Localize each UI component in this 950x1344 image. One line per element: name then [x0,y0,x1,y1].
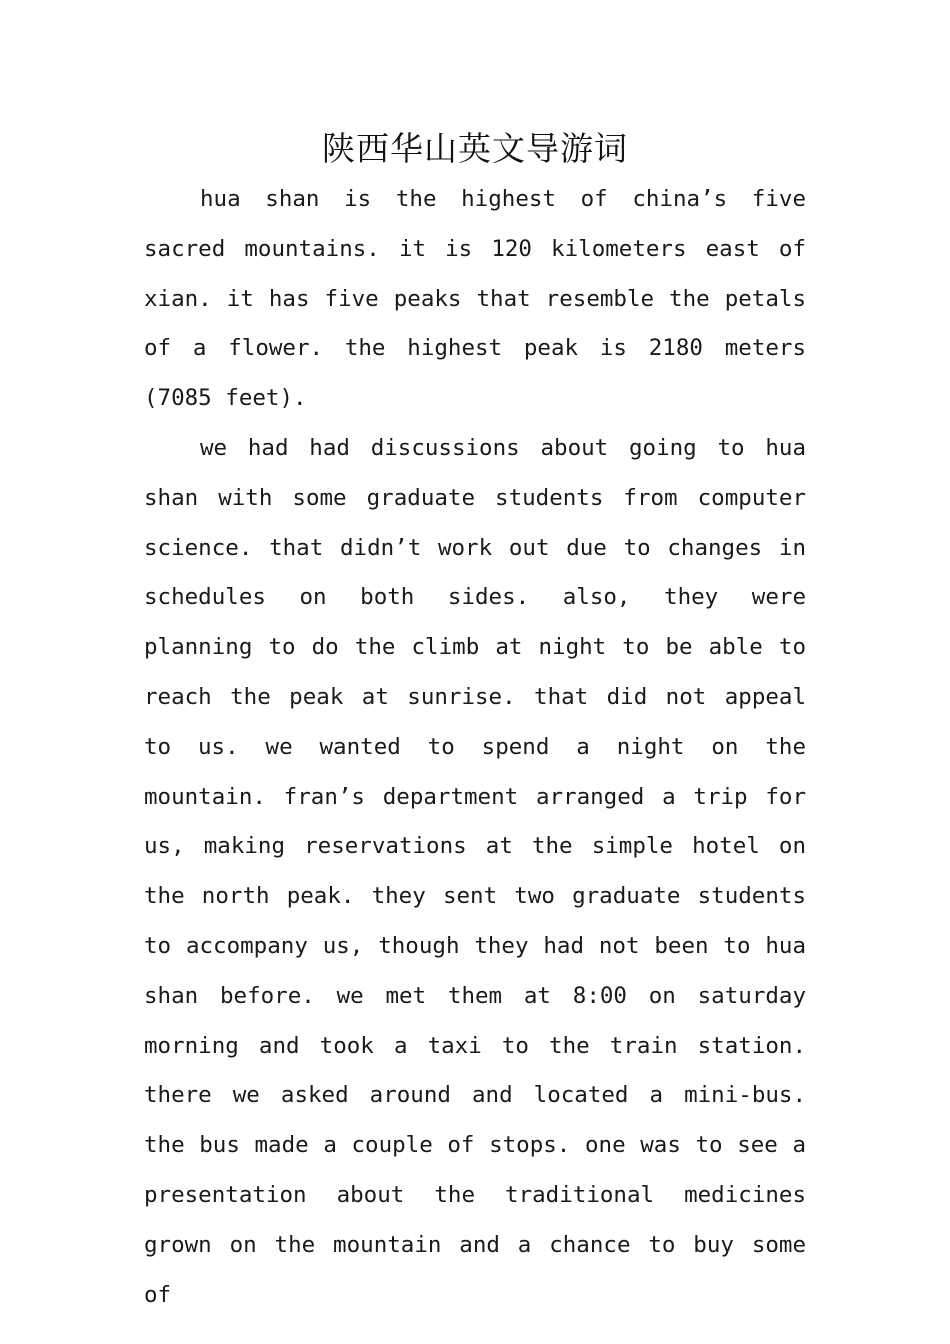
paragraph-trip-story: we had had discussions about going to hua shan with some graduate students from computer science. that didn’t work out due to changes in schedules on both sides. also, they were planning to do the climb at night to be able to reach the peak at sunrise. that did not appeal to us. we wanted to spend a night on the mountain. fran’s department arranged a trip for us, making reservations at the simple hotel on the north peak. they sent two graduate students to accompany us, though they had not been to hua shan before. we met them at 8:00 on saturday morning and took a taxi to the train station. there we asked around and located a mini-bus. the bus made a couple of stops. one was to see a presentation about the traditional medicines grown on the mountain and a chance to buy some of [144,434,806,1308]
paragraph-intro: hua shan is the highest of china’s five sacred mountains. it is 120 kilometers east of xian. it has five peaks that resemble the petals of a flower. the highest peak is 2180 meters (7085 feet). [144,186,806,412]
document-body [144,175,806,1320]
document-title: 陕西华山英文导游词 [322,129,628,168]
